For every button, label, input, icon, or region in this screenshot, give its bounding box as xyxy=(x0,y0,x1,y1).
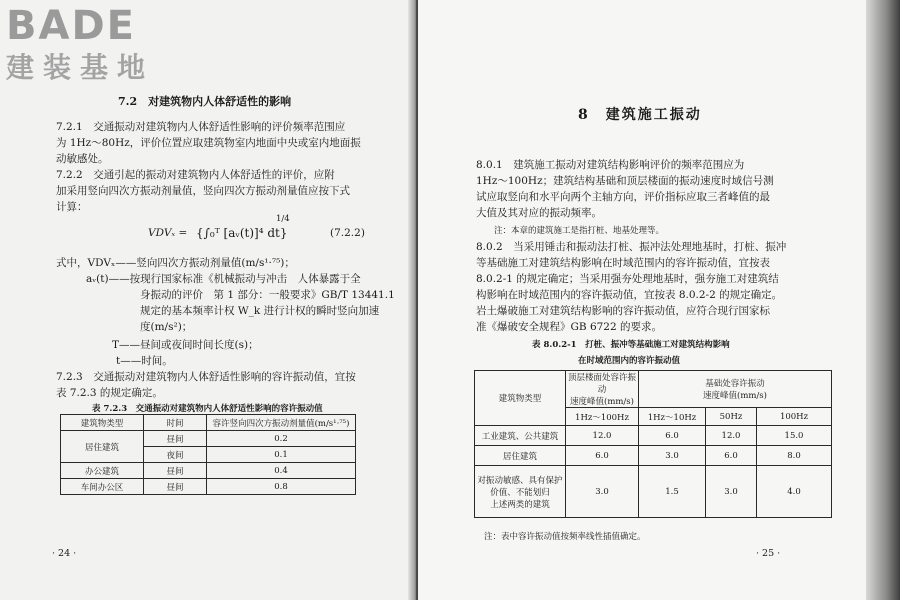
table-cell: 昼间 xyxy=(144,431,207,447)
table-cell: 夜间 xyxy=(144,447,207,463)
table-header-frequency: 1Hz～10Hz xyxy=(639,408,706,426)
table-cell: 车间办公区 xyxy=(61,479,144,495)
table-row xyxy=(61,479,356,495)
table-7-2-3 xyxy=(60,414,356,495)
table-row xyxy=(475,466,832,518)
formula-body: {∫₀ᵀ [aᵥ(t)]⁴ dt} xyxy=(196,226,288,240)
table-cell: 居住建筑 xyxy=(475,446,566,466)
table-row xyxy=(475,446,832,466)
para-8-0-2-line: 等基础施工对建筑结构影响在时域范围内的容许振动值，宜按表 xyxy=(476,257,770,269)
para-7-2-3-line: 7.2.3 交通振动对建筑物内人体舒适性影响的容许振动值，宜按 xyxy=(56,371,356,383)
para-8-0-1-line: 8.0.1 建筑施工振动对建筑结构影响评价的频率范围应为 xyxy=(476,159,745,171)
para-7-2-1-line: 为 1Hz～80Hz，评价位置应取建筑物室内地面中央或室内地面振 xyxy=(56,137,361,149)
table-cell xyxy=(475,466,566,518)
definition-line: T——昼间或夜间时间长度(s)； xyxy=(112,339,259,351)
left-page xyxy=(0,0,412,600)
page-number: · 25 · xyxy=(756,548,781,559)
para-7-2-2-line: 计算： xyxy=(56,201,88,213)
table-header-frequency: 100Hz xyxy=(757,408,832,426)
definition-line: 规定的基本频率计权 W_k 进行计权的瞬时竖向加速 xyxy=(140,305,380,317)
table-cell: 15.0 xyxy=(757,426,832,446)
table-cell: 12.0 xyxy=(566,426,639,446)
chapter-title: 8 建筑施工振动 xyxy=(578,107,702,123)
definition-line: 度(m/s²)； xyxy=(140,321,193,333)
table-header: 建筑物类型 xyxy=(61,415,144,431)
table-caption-line: 表 8.0.2-1 打桩、振冲等基础施工对建筑结构影响 xyxy=(532,340,730,350)
para-8-0-2-line: 岩土爆破施工对建筑结构影响的容许振动值，应符合现行国家标 xyxy=(476,305,770,317)
table-cell: 6.0 xyxy=(706,446,757,466)
definition-line: aᵥ(t)——按现行国家标准《机械振动与冲击 人体暴露于全 xyxy=(86,273,361,285)
table-cell: 0.2 xyxy=(207,431,356,447)
logo-subtext: 建装基地 xyxy=(6,51,155,84)
para-8-0-2-line: 8.0.2 当采用锤击和振动法打桩、振冲法处理地基时，打桩、振冲 xyxy=(476,241,787,253)
table-note: 注：表中容许振动值按频率线性插值确定。 xyxy=(484,532,646,542)
table-row xyxy=(61,431,356,447)
table-cell: 1.5 xyxy=(639,466,706,518)
table-caption-line: 在时域范围内的容许振动值 xyxy=(578,356,681,366)
table-header-top-floor xyxy=(566,371,639,408)
table-cell: 8.0 xyxy=(757,446,832,466)
para-7-2-1-line: 动敏感处。 xyxy=(56,153,109,165)
table-cell-line: 上述两类的建筑 xyxy=(490,499,550,510)
table-cell: 昼间 xyxy=(144,463,207,479)
para-8-0-1-line: 试应取竖向和水平向两个主轴方向，评价指标应取三者峰值的最 xyxy=(476,191,770,203)
page-number: · 24 · xyxy=(52,548,77,559)
table-caption: 表 7.2.3 交通振动对建筑物内人体舒适性影响的容许振动值 xyxy=(92,404,323,414)
bade-logo xyxy=(6,4,154,84)
note-8-0-1: 注：本章的建筑施工是指打桩、地基处理等。 xyxy=(494,226,665,236)
para-7-2-3-line: 表 7.2.3 的规定确定。 xyxy=(56,387,163,399)
logo-text: BADE xyxy=(6,3,136,49)
table-header-frequency: 50Hz xyxy=(706,408,757,426)
table-cell: 居住建筑 xyxy=(61,431,144,463)
definition-line: 式中，VDVₓ——竖向四次方振动剂量值(m/s¹·⁷⁵)； xyxy=(56,257,295,269)
book-edge xyxy=(866,0,900,600)
table-cell-line: 价值、不能划归 xyxy=(490,487,550,498)
table-cell: 工业建筑、公共建筑 xyxy=(475,426,566,446)
table-row xyxy=(475,426,832,446)
table-header-foundation xyxy=(639,371,832,408)
table-header-line: 基础处容许振动 xyxy=(705,379,765,389)
table-cell: 6.0 xyxy=(639,426,706,446)
table-header: 容许竖向四次方振动剂量值(m/s¹·⁷⁵) xyxy=(207,415,356,431)
table-8-0-2-1 xyxy=(474,370,832,518)
para-7-2-2-line: 加采用竖向四次方振动剂量值，竖向四次方振动剂量值应按下式 xyxy=(56,185,350,197)
para-8-0-2-line: 8.0.2-1 的规定确定；当采用强夯处理地基时，强夯施工对建筑结 xyxy=(476,273,779,285)
table-cell: 3.0 xyxy=(706,466,757,518)
formula-number: (7.2.2) xyxy=(330,227,365,239)
formula-lhs: VDVₓ = xyxy=(148,227,188,239)
table-cell: 0.1 xyxy=(207,447,356,463)
para-8-0-2-line: 构影响在时域范围内的容许振动值，宜按表 8.0.2-2 的规定确定。 xyxy=(476,289,783,301)
table-cell: 4.0 xyxy=(757,466,832,518)
table-cell-line: 对振动敏感、具有保护 xyxy=(477,475,563,486)
table-cell: 0.4 xyxy=(207,463,356,479)
table-header-frequency: 1Hz～100Hz xyxy=(566,408,639,426)
definition-line: 身振动的评价 第 1 部分：一般要求》GB/T 13441.1 xyxy=(140,289,395,301)
table-header-line: 顶层楼面处容许振动 xyxy=(568,373,637,395)
table-cell: 12.0 xyxy=(706,426,757,446)
para-8-0-2-line: 准《爆破安全规程》GB 6722 的要求。 xyxy=(476,321,663,333)
table-header-type: 建筑物类型 xyxy=(475,371,566,426)
table-cell: 昼间 xyxy=(144,479,207,495)
definition-line: t——时间。 xyxy=(116,355,173,367)
table-cell: 6.0 xyxy=(566,446,639,466)
table-header: 时间 xyxy=(144,415,207,431)
table-header-line: 速度峰值(mm/s) xyxy=(703,391,767,401)
para-8-0-1-line: 大值及其对应的振动频率。 xyxy=(476,207,602,219)
section-title: 7.2 对建筑物内人体舒适性的影响 xyxy=(118,95,292,108)
para-7-2-2-line: 7.2.2 交通引起的振动对建筑物内人体舒适性的评价，应附 xyxy=(56,169,335,181)
table-cell: 0.8 xyxy=(207,479,356,495)
formula-exponent: 1/4 xyxy=(276,214,290,224)
para-7-2-1-line: 7.2.1 交通振动对建筑物内人体舒适性影响的评价频率范围应 xyxy=(56,121,346,133)
table-cell: 办公建筑 xyxy=(61,463,144,479)
table-cell: 3.0 xyxy=(566,466,639,518)
right-page xyxy=(418,0,900,600)
table-cell: 3.0 xyxy=(639,446,706,466)
table-row xyxy=(61,463,356,479)
para-8-0-1-line: 1Hz～100Hz；建筑结构基础和顶层楼面的振动速度时域信号测 xyxy=(476,175,774,187)
table-header-line: 速度峰值(mm/s) xyxy=(570,397,634,407)
